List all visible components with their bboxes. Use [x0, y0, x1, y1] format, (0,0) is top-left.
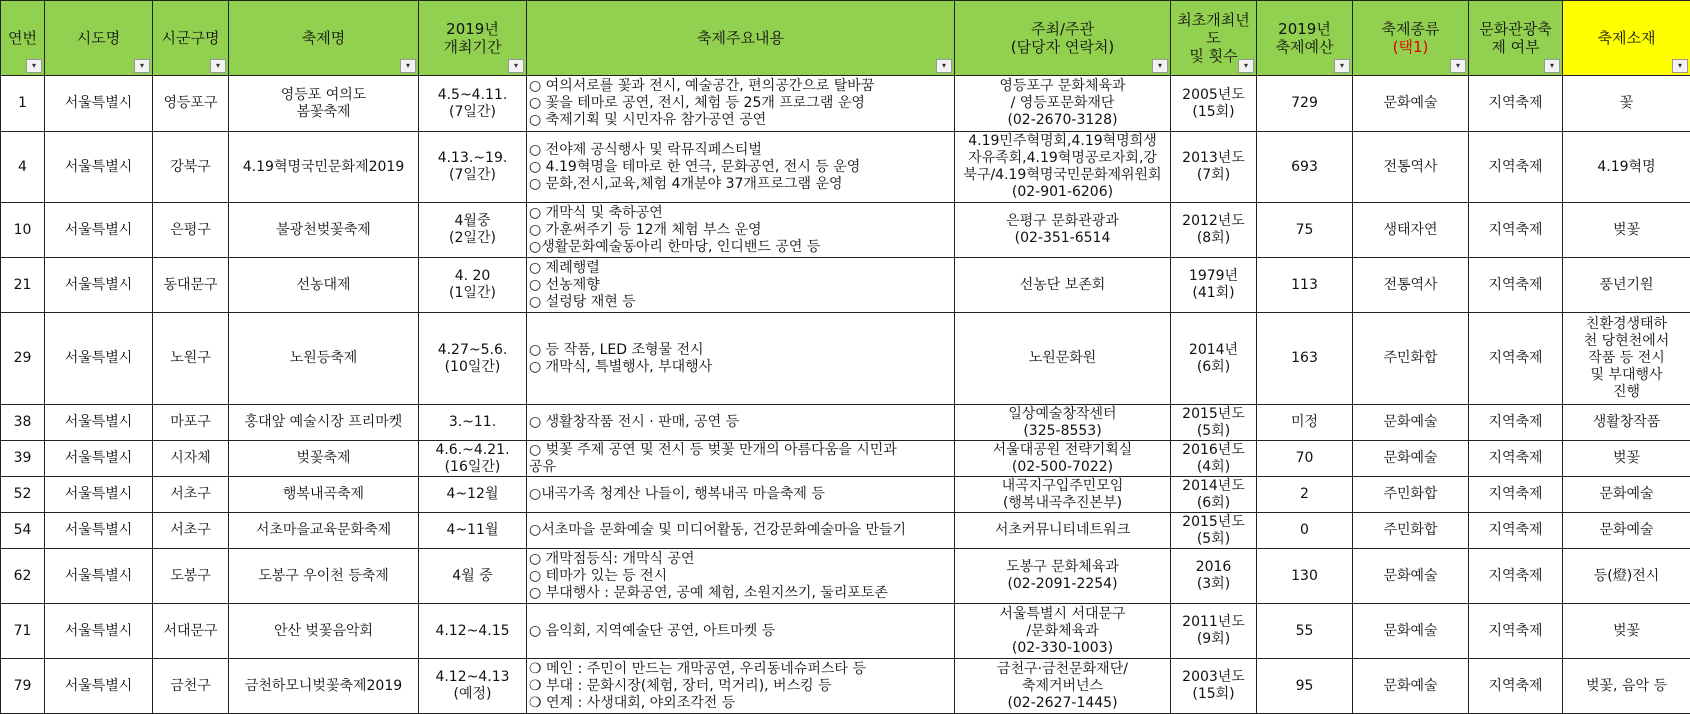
- cell-sido[interactable]: 서울특별시: [45, 477, 153, 513]
- cell-content[interactable]: ○ 제례행렬 ○ 선농제향 ○ 설렁탕 재현 등: [527, 258, 955, 313]
- filter-dropdown-icon[interactable]: ▾: [1238, 59, 1254, 73]
- cell-budget[interactable]: 75: [1257, 203, 1353, 258]
- cell-subject[interactable]: 벚꽃: [1563, 203, 1690, 258]
- cell-host[interactable]: 서울대공원 전략기획실 (02-500-7022): [955, 441, 1171, 477]
- cell-sido[interactable]: 서울특별시: [45, 659, 153, 714]
- cell-subject[interactable]: 등(燈)전시: [1563, 549, 1690, 604]
- cell-first-held[interactable]: 2016년도 (4회): [1171, 441, 1257, 477]
- cell-content[interactable]: ○ 개막점등식: 개막식 공연 ○ 테마가 있는 등 전시 ○ 부대행사 : 문화공연, 공예 체험, 소원지쓰기, 둘리포토존: [527, 549, 955, 604]
- cell-tourism[interactable]: 지역축제: [1469, 659, 1563, 714]
- cell-festival-name[interactable]: 불광천벚꽃축제: [229, 203, 419, 258]
- table-row[interactable]: [1, 203, 1690, 258]
- header-subject[interactable]: 축제소재 ▾: [1563, 1, 1690, 76]
- header-sigungu[interactable]: 시군구명 ▾: [153, 1, 229, 76]
- cell-budget[interactable]: 113: [1257, 258, 1353, 313]
- cell-budget[interactable]: 미정: [1257, 405, 1353, 441]
- cell-subject[interactable]: 친환경생태하 천 당현천에서 작품 등 전시 및 부대행사 진행: [1563, 313, 1690, 405]
- cell-budget[interactable]: 95: [1257, 659, 1353, 714]
- cell-sido[interactable]: 서울특별시: [45, 132, 153, 203]
- cell-type[interactable]: 주민화합: [1353, 313, 1469, 405]
- cell-sigungu[interactable]: 마포구: [153, 405, 229, 441]
- cell-sigungu[interactable]: 서대문구: [153, 604, 229, 659]
- cell-period[interactable]: 4. 20 (1일간): [419, 258, 527, 313]
- cell-tourism[interactable]: 지역축제: [1469, 203, 1563, 258]
- cell-period[interactable]: 4.12~4.13 (예정): [419, 659, 527, 714]
- cell-sigungu[interactable]: 영등포구: [153, 76, 229, 132]
- cell-tourism[interactable]: 지역축제: [1469, 477, 1563, 513]
- cell-sido[interactable]: 서울특별시: [45, 258, 153, 313]
- cell-no[interactable]: 38: [1, 405, 45, 441]
- cell-type[interactable]: 문화예술: [1353, 549, 1469, 604]
- filter-dropdown-icon[interactable]: ▾: [1334, 59, 1350, 73]
- cell-type[interactable]: 주민화합: [1353, 513, 1469, 549]
- cell-type[interactable]: 생태자연: [1353, 203, 1469, 258]
- cell-host[interactable]: 도봉구 문화체육과 (02-2091-2254): [955, 549, 1171, 604]
- table-row[interactable]: [1, 405, 1690, 441]
- table-row[interactable]: [1, 659, 1690, 714]
- cell-festival-name[interactable]: 영등포 여의도 봄꽃축제: [229, 76, 419, 132]
- cell-no[interactable]: 79: [1, 659, 45, 714]
- table-row[interactable]: [1, 477, 1690, 513]
- filter-active-icon[interactable]: ▾: [134, 59, 150, 73]
- cell-no[interactable]: 39: [1, 441, 45, 477]
- cell-no[interactable]: 52: [1, 477, 45, 513]
- cell-festival-name[interactable]: 안산 벚꽃음악회: [229, 604, 419, 659]
- header-sido[interactable]: 시도명 ▾: [45, 1, 153, 76]
- cell-period[interactable]: 4.5~4.11. (7일간): [419, 76, 527, 132]
- header-type[interactable]: 축제종류 (택1) ▾: [1353, 1, 1469, 76]
- filter-active-icon[interactable]: ▾: [210, 59, 226, 73]
- header-tourism[interactable]: 문화관광축 제 여부 ▾: [1469, 1, 1563, 76]
- cell-festival-name[interactable]: 도봉구 우이천 등축제: [229, 549, 419, 604]
- table-row[interactable]: [1, 258, 1690, 313]
- cell-tourism[interactable]: 지역축제: [1469, 513, 1563, 549]
- cell-content[interactable]: ○ 음익회, 지역예술단 공연, 아트마켓 등: [527, 604, 955, 659]
- cell-sigungu[interactable]: 강북구: [153, 132, 229, 203]
- cell-tourism[interactable]: 지역축제: [1469, 549, 1563, 604]
- table-row[interactable]: [1, 313, 1690, 405]
- cell-no[interactable]: 62: [1, 549, 45, 604]
- header-budget[interactable]: 2019년 축제예산 ▾: [1257, 1, 1353, 76]
- cell-subject[interactable]: 문화예술: [1563, 477, 1690, 513]
- cell-first-held[interactable]: 2014년 (6회): [1171, 313, 1257, 405]
- filter-dropdown-icon[interactable]: ▾: [1672, 59, 1688, 73]
- cell-budget[interactable]: 163: [1257, 313, 1353, 405]
- cell-content[interactable]: ○ 벚꽃 주제 공연 및 전시 등 벚꽃 만개의 아름다움을 시민과 공유: [527, 441, 955, 477]
- cell-type[interactable]: 문화예술: [1353, 604, 1469, 659]
- cell-first-held[interactable]: 2003년도 (15회): [1171, 659, 1257, 714]
- cell-sido[interactable]: 서울특별시: [45, 405, 153, 441]
- header-period[interactable]: 2019년 개최기간 ▾: [419, 1, 527, 76]
- cell-sigungu[interactable]: 동대문구: [153, 258, 229, 313]
- cell-tourism[interactable]: 지역축제: [1469, 76, 1563, 132]
- cell-sigungu[interactable]: 금천구: [153, 659, 229, 714]
- cell-period[interactable]: 4.13.~19. (7일간): [419, 132, 527, 203]
- cell-budget[interactable]: 130: [1257, 549, 1353, 604]
- cell-subject[interactable]: 벚꽃: [1563, 604, 1690, 659]
- cell-first-held[interactable]: 2012년도 (8회): [1171, 203, 1257, 258]
- cell-first-held[interactable]: 2011년도 (9회): [1171, 604, 1257, 659]
- cell-tourism[interactable]: 지역축제: [1469, 132, 1563, 203]
- cell-content[interactable]: ○서초마을 문화예술 및 미디어활동, 건강문화예술마을 만들기: [527, 513, 955, 549]
- cell-tourism[interactable]: 지역축제: [1469, 258, 1563, 313]
- table-row[interactable]: [1, 76, 1690, 132]
- cell-tourism[interactable]: 지역축제: [1469, 405, 1563, 441]
- cell-budget[interactable]: 55: [1257, 604, 1353, 659]
- cell-sido[interactable]: 서울특별시: [45, 203, 153, 258]
- cell-period[interactable]: 4.27~5.6. (10일간): [419, 313, 527, 405]
- filter-active-icon[interactable]: ▾: [508, 59, 524, 73]
- cell-first-held[interactable]: 2015년도 (5회): [1171, 405, 1257, 441]
- cell-type[interactable]: 전통역사: [1353, 132, 1469, 203]
- cell-sido[interactable]: 서울특별시: [45, 441, 153, 477]
- cell-no[interactable]: 29: [1, 313, 45, 405]
- cell-festival-name[interactable]: 서초마을교육문화축제: [229, 513, 419, 549]
- cell-host[interactable]: 선농단 보존회: [955, 258, 1171, 313]
- cell-content[interactable]: ○ 등 작품, LED 조형물 전시 ○ 개막식, 특별행사, 부대행사: [527, 313, 955, 405]
- table-row[interactable]: [1, 549, 1690, 604]
- cell-sigungu[interactable]: 노원구: [153, 313, 229, 405]
- cell-period[interactable]: 4.12~4.15: [419, 604, 527, 659]
- cell-budget[interactable]: 2: [1257, 477, 1353, 513]
- cell-period[interactable]: 3.~11.: [419, 405, 527, 441]
- cell-host[interactable]: 노원문화원: [955, 313, 1171, 405]
- cell-festival-name[interactable]: 벚꽃축제: [229, 441, 419, 477]
- cell-type[interactable]: 문화예술: [1353, 405, 1469, 441]
- cell-period[interactable]: 4~11월: [419, 513, 527, 549]
- cell-host[interactable]: 4.19민주혁명회,4.19혁명희생 자유족회,4.19혁명공로자회,강 북구/4.19혁명국민문화제위원회 (02-901-6206): [955, 132, 1171, 203]
- header-type-sub: (택1): [1393, 38, 1429, 56]
- cell-subject[interactable]: 4.19혁명: [1563, 132, 1690, 203]
- cell-tourism[interactable]: 지역축제: [1469, 604, 1563, 659]
- header-host[interactable]: 주최/주관 (담당자 연락처) ▾: [955, 1, 1171, 76]
- cell-first-held[interactable]: 2005년도 (15회): [1171, 76, 1257, 132]
- cell-subject[interactable]: 문화예술: [1563, 513, 1690, 549]
- cell-type[interactable]: 문화예술: [1353, 441, 1469, 477]
- cell-period[interactable]: 4월중 (2일간): [419, 203, 527, 258]
- cell-budget[interactable]: 70: [1257, 441, 1353, 477]
- table-row[interactable]: [1, 441, 1690, 477]
- cell-sido[interactable]: 서울특별시: [45, 76, 153, 132]
- cell-sido[interactable]: 서울특별시: [45, 604, 153, 659]
- cell-period[interactable]: 4~12월: [419, 477, 527, 513]
- cell-sigungu[interactable]: 시자체: [153, 441, 229, 477]
- cell-period[interactable]: 4월 중: [419, 549, 527, 604]
- cell-no[interactable]: 54: [1, 513, 45, 549]
- cell-type[interactable]: 주민화합: [1353, 477, 1469, 513]
- cell-host[interactable]: 서울특별시 서대문구 /문화체육과 (02-330-1003): [955, 604, 1171, 659]
- table-row[interactable]: [1, 604, 1690, 659]
- cell-content[interactable]: ❍ 메인 : 주민이 만드는 개막공연, 우리동네슈퍼스타 등 ❍ 부대 : 문화시장(체험, 장터, 먹거리), 버스킹 등 ❍ 연계 : 사생대회, 야외조각전 등: [527, 659, 955, 714]
- cell-sido[interactable]: 서울특별시: [45, 549, 153, 604]
- header-festival-name[interactable]: 축제명 ▾: [229, 1, 419, 76]
- cell-period[interactable]: 4.6.~4.21. (16일간): [419, 441, 527, 477]
- cell-host[interactable]: 서초커뮤니티네트워크: [955, 513, 1171, 549]
- cell-festival-name[interactable]: 행복내곡축제: [229, 477, 419, 513]
- cell-budget[interactable]: 0: [1257, 513, 1353, 549]
- cell-first-held[interactable]: 2015년도 (5회): [1171, 513, 1257, 549]
- table-row[interactable]: [1, 132, 1690, 203]
- cell-sido[interactable]: 서울특별시: [45, 313, 153, 405]
- cell-festival-name[interactable]: 홍대앞 예술시장 프리마켓: [229, 405, 419, 441]
- cell-festival-name[interactable]: 선농대제: [229, 258, 419, 313]
- cell-sigungu[interactable]: 서초구: [153, 477, 229, 513]
- cell-content[interactable]: ○ 여의서로를 꽃과 전시, 예술공간, 편의공간으로 탈바꿈 ○ 꽃을 테마로 공연, 전시, 체험 등 25개 프로그램 운영 ○ 축제기획 및 시민자유 참가공연 공연: [527, 76, 955, 132]
- cell-host[interactable]: 일상예술창작센터 (325-8553): [955, 405, 1171, 441]
- header-row: [1, 1, 1690, 76]
- cell-no[interactable]: 10: [1, 203, 45, 258]
- cell-sido[interactable]: 서울특별시: [45, 513, 153, 549]
- cell-subject[interactable]: 벚꽃, 음악 등: [1563, 659, 1690, 714]
- filter-dropdown-icon[interactable]: ▾: [936, 59, 952, 73]
- cell-no[interactable]: 1: [1, 76, 45, 132]
- cell-host[interactable]: 영등포구 문화체육과 / 영등포문화재단 (02-2670-3128): [955, 76, 1171, 132]
- cell-first-held[interactable]: 2014년도 (6회): [1171, 477, 1257, 513]
- cell-no[interactable]: 71: [1, 604, 45, 659]
- filter-dropdown-icon[interactable]: ▾: [1152, 59, 1168, 73]
- header-first-held[interactable]: 최초개최년 도 및 횟수 ▾: [1171, 1, 1257, 76]
- table-row[interactable]: [1, 513, 1690, 549]
- header-no[interactable]: 연번 ▾: [1, 1, 45, 76]
- filter-dropdown-icon[interactable]: ▾: [400, 59, 416, 73]
- cell-host[interactable]: 은평구 문화관광과 (02-351-6514: [955, 203, 1171, 258]
- cell-type[interactable]: 전통역사: [1353, 258, 1469, 313]
- cell-content[interactable]: ○내곡가족 청계산 나들이, 행복내곡 마을축제 등: [527, 477, 955, 513]
- cell-content[interactable]: ○ 생활창작품 전시 · 판매, 공연 등: [527, 405, 955, 441]
- cell-subject[interactable]: 벚꽃: [1563, 441, 1690, 477]
- cell-no[interactable]: 4: [1, 132, 45, 203]
- cell-sigungu[interactable]: 은평구: [153, 203, 229, 258]
- cell-subject[interactable]: 풍년기원: [1563, 258, 1690, 313]
- cell-budget[interactable]: 729: [1257, 76, 1353, 132]
- cell-subject[interactable]: 꽃: [1563, 76, 1690, 132]
- cell-sigungu[interactable]: 도봉구: [153, 549, 229, 604]
- cell-festival-name[interactable]: 노원등축제: [229, 313, 419, 405]
- cell-subject[interactable]: 생활창작품: [1563, 405, 1690, 441]
- filter-dropdown-icon[interactable]: ▾: [1450, 59, 1466, 73]
- cell-budget[interactable]: 693: [1257, 132, 1353, 203]
- cell-sigungu[interactable]: 서초구: [153, 513, 229, 549]
- header-content[interactable]: 축제주요내용 ▾: [527, 1, 955, 76]
- cell-content[interactable]: ○ 전야제 공식행사 및 락뮤직페스티벌 ○ 4.19혁명을 테마로 한 연극, 문화공연, 전시 등 운영 ○ 문화,전시,교육,체험 4개분야 37개프로그램 운영: [527, 132, 955, 203]
- cell-first-held[interactable]: 2013년도 (7회): [1171, 132, 1257, 203]
- filter-dropdown-icon[interactable]: ▾: [1544, 59, 1560, 73]
- cell-host[interactable]: 금천구·금천문화재단/ 축제거버넌스 (02-2627-1445): [955, 659, 1171, 714]
- cell-type[interactable]: 문화예술: [1353, 76, 1469, 132]
- cell-festival-name[interactable]: 4.19혁명국민문화제2019: [229, 132, 419, 203]
- cell-type[interactable]: 문화예술: [1353, 659, 1469, 714]
- cell-tourism[interactable]: 지역축제: [1469, 441, 1563, 477]
- filter-dropdown-icon[interactable]: ▾: [26, 59, 42, 73]
- cell-content[interactable]: ○ 개막식 및 축하공연 ○ 가훈써주기 등 12개 체험 부스 운영 ○생활문화예술동아리 한마당, 인디밴드 공연 등: [527, 203, 955, 258]
- cell-no[interactable]: 21: [1, 258, 45, 313]
- cell-tourism[interactable]: 지역축제: [1469, 313, 1563, 405]
- cell-first-held[interactable]: 1979년 (41회): [1171, 258, 1257, 313]
- cell-first-held[interactable]: 2016 (3회): [1171, 549, 1257, 604]
- cell-festival-name[interactable]: 금천하모니벚꽃축제2019: [229, 659, 419, 714]
- cell-host[interactable]: 내곡지구입주민모임 (행복내곡추진본부): [955, 477, 1171, 513]
